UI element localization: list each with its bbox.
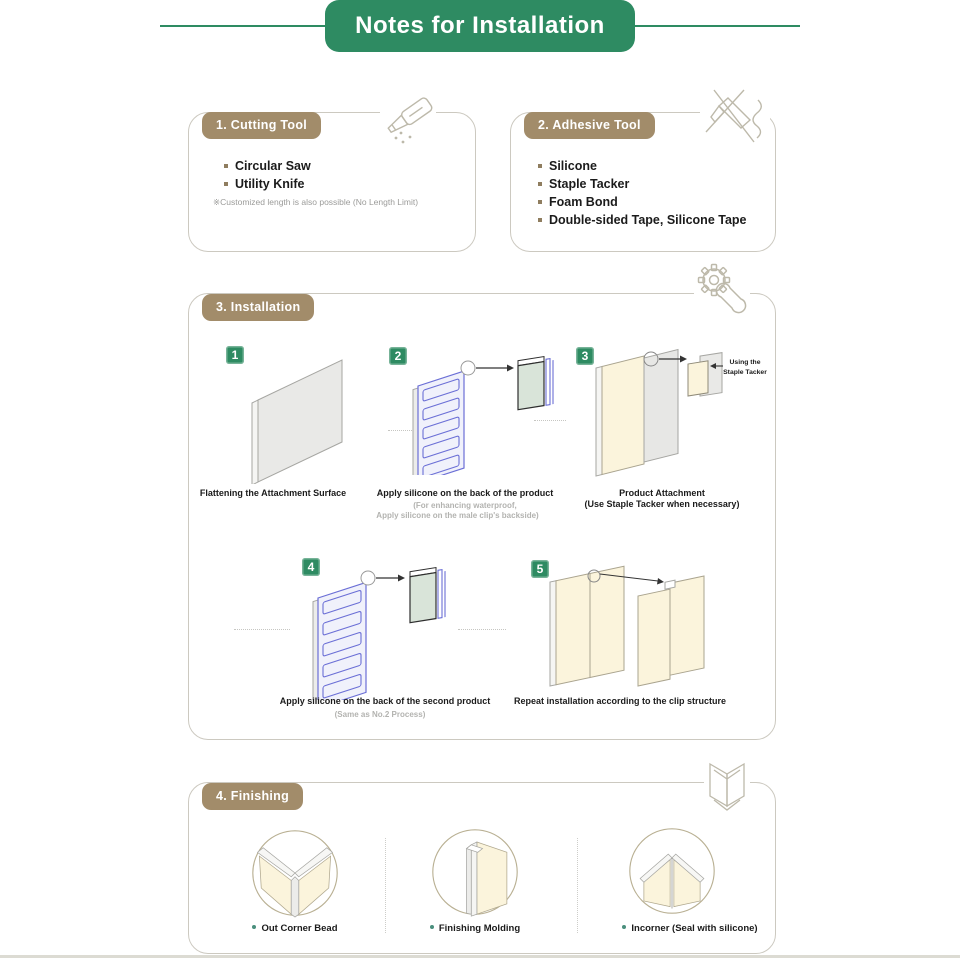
cutting-tool-list: [224, 157, 311, 193]
incorner-illustration: [627, 826, 717, 916]
finishing-label: 4. Finishing: [202, 783, 303, 810]
list-item-label: Foam Bond: [549, 195, 618, 209]
bullet-icon: [538, 218, 542, 222]
list-item: [224, 157, 311, 175]
list-item-label: Circular Saw: [235, 159, 311, 173]
list-item-label: Utility Knife: [235, 177, 305, 191]
finishing-item-label: Finishing Molding: [438, 923, 521, 934]
step2-subcaption: (For enhancing waterproof,: [413, 501, 517, 510]
bullet-icon: [430, 925, 434, 929]
step-badge: 3: [576, 347, 594, 365]
dotted-separator: [458, 629, 506, 630]
step-badge: 2: [389, 347, 407, 365]
step-badge: 4: [302, 558, 320, 576]
step-badge: 5: [531, 560, 549, 578]
installation-label: 3. Installation: [202, 294, 314, 321]
out-corner-bead-illustration: [250, 828, 340, 918]
step-badge: 1: [226, 346, 244, 364]
list-item: [538, 211, 747, 229]
step4-caption: Apply silicone on the back of the second product: [279, 696, 491, 706]
dotted-separator-vertical: [385, 838, 386, 933]
finishing-item-label: Out Corner Bead: [261, 923, 338, 934]
list-item: [538, 193, 747, 211]
list-item-label: Double-sided Tape, Silicone Tape: [549, 213, 747, 227]
annotation-line: Using the: [729, 359, 761, 366]
finishing-item: [230, 923, 360, 934]
list-item: [538, 157, 747, 175]
page-title: Notes for Installation: [325, 0, 635, 52]
step4-subcaption: (Same as No.2 Process): [334, 710, 426, 719]
step4-illustration: [300, 560, 450, 700]
finishing-item: [615, 923, 765, 934]
bullet-icon: [538, 164, 542, 168]
adhesive-tool-list: [538, 157, 747, 229]
finishing-molding-illustration: [430, 827, 520, 917]
step2-caption: Apply silicone on the back of the product: [376, 488, 554, 498]
bullet-icon: [538, 200, 542, 204]
list-item: [538, 175, 747, 193]
step3-caption: (Use Staple Tacker when necessary): [584, 499, 740, 509]
step3-illustration: [588, 344, 723, 489]
bullet-icon: [622, 925, 626, 929]
adhesive-tool-label: 2. Adhesive Tool: [524, 112, 655, 139]
gear-wrench-icon: [690, 258, 754, 322]
bullet-icon: [224, 182, 228, 186]
bullet-icon: [224, 164, 228, 168]
bullet-icon: [252, 925, 256, 929]
cutting-tool-label: 1. Cutting Tool: [202, 112, 321, 139]
step1-illustration: [230, 352, 360, 484]
corner-molding-icon: [698, 754, 756, 816]
step3-annotation: [718, 358, 772, 377]
silicone-gun-icon: [694, 86, 774, 156]
dotted-separator-vertical: [577, 838, 578, 933]
step5-caption: Repeat installation according to the clip structure: [513, 696, 727, 706]
dotted-separator: [534, 420, 566, 421]
bullet-icon: [538, 182, 542, 186]
utility-knife-icon: [376, 90, 440, 150]
page-bottom-edge: [0, 955, 960, 958]
dotted-separator: [234, 629, 290, 630]
step2-subcaption: Apply silicone on the male clip's backside): [376, 511, 539, 520]
finishing-item: [410, 923, 540, 934]
list-item: [224, 175, 311, 193]
step2-illustration: [402, 350, 557, 475]
list-item-label: Silicone: [549, 159, 597, 173]
list-item-label: Staple Tacker: [549, 177, 630, 191]
step3-caption: Product Attachment: [619, 488, 705, 498]
annotation-line: Staple Tacker: [723, 368, 767, 376]
cutting-note: ※Customized length is also possible (No Length Limit): [213, 197, 419, 207]
step1-caption: Flattening the Attachment Surface: [199, 488, 347, 498]
finishing-item-label: Incorner (Seal with silicone): [631, 923, 758, 934]
step5-illustration: [542, 560, 714, 695]
